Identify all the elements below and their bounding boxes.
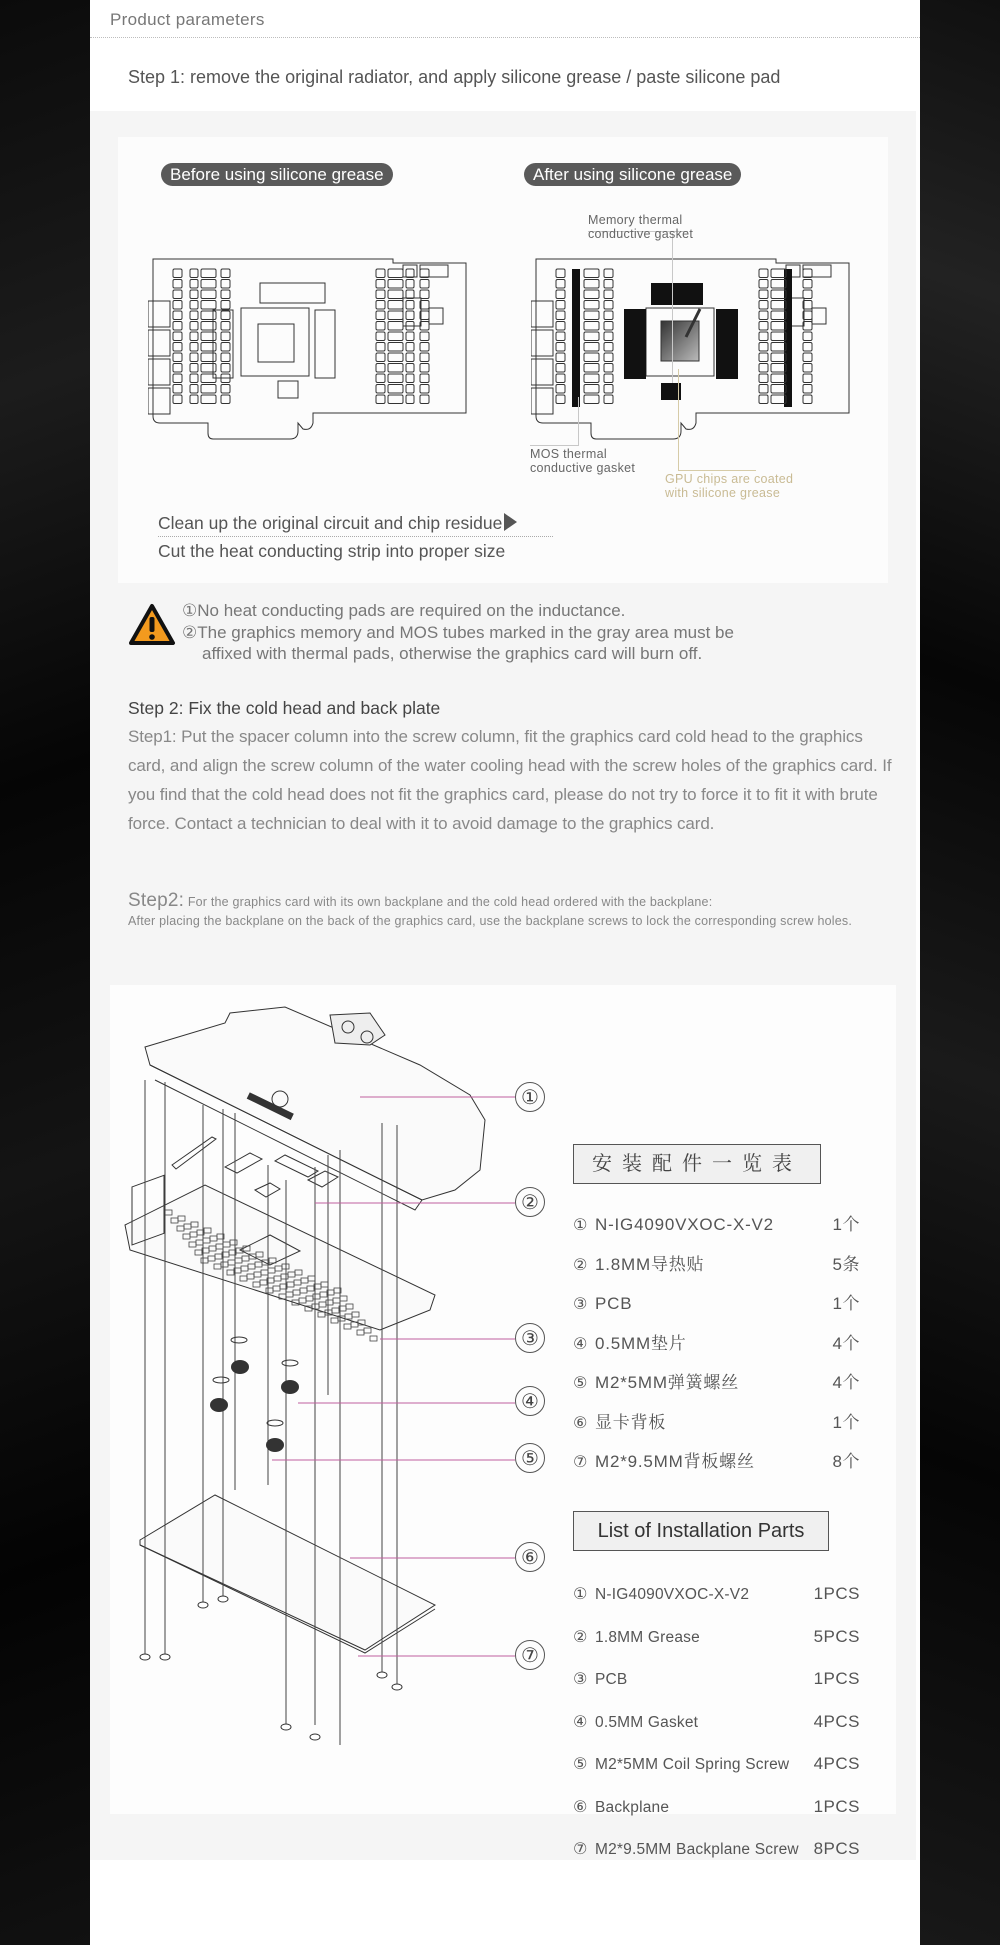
item-number: ⑦ [573,1452,588,1471]
board-component [221,301,230,310]
board-component [388,322,403,331]
board-component [376,374,385,383]
board-component [376,385,385,394]
callout-4: ④ [515,1386,545,1416]
warning-line-2: ②The graphics memory and MOS tubes marked in the gray area must be [182,622,734,642]
item-number: ⑤ [573,1754,588,1773]
board-component [604,290,613,299]
board-component [201,301,216,310]
silicone-comparison-panel [118,137,888,583]
board-component [803,374,812,383]
board-component [584,280,599,289]
board-component [190,311,198,320]
board-component [604,364,613,373]
after-label: After using silicone grease [524,163,741,186]
parts-list-row [573,1582,898,1606]
item-name: M2*5MM弹簧螺丝 [595,1373,740,1392]
pcb-component [344,1324,351,1329]
item-number: ⑥ [573,1412,588,1432]
board-component [221,332,230,341]
board-component [771,343,786,352]
warning-line-3: affixed with thermal pads, otherwise the graphics card will burn off. [202,644,703,663]
callout-7: ⑦ [515,1640,545,1670]
step2-title: Step 2: Fix the cold head and back plate [128,698,441,718]
board-component [201,395,216,404]
step2-sub-line2: After placing the backplane on the back of the graphics card, use the backplane screws to lock the corresponding screw holes. [128,914,853,928]
board-component [420,280,429,289]
item-number: ① [573,1584,588,1603]
board-component [604,322,613,331]
mos-label-underline [530,445,579,446]
board-component [221,364,230,373]
board-component [221,395,230,404]
board-component [190,353,198,362]
parts-list-row [573,1625,898,1649]
board-component [406,395,414,404]
parts-list-row [573,1837,898,1861]
board-component [173,290,182,299]
board-component [190,280,198,289]
board-component [406,311,414,320]
parts-list-row [573,1411,898,1435]
item-quantity: 1PCS [813,1669,860,1688]
item-quantity: 4个 [832,1333,860,1353]
parts-list-row [573,1795,898,1819]
board-component [173,322,182,331]
board-component [771,269,786,278]
board-component [420,353,429,362]
board-component [556,280,565,289]
item-quantity: 5条 [832,1254,860,1274]
board-component [420,343,429,352]
item-name: PCB [595,1671,628,1688]
board-component [221,290,230,299]
board-component [173,343,182,352]
board-component [173,269,182,278]
item-name: M2*9.5MM Backplane Screw [595,1841,799,1858]
gpu-leader-line [678,369,679,471]
warning-line-1: ①No heat conducting pads are required on the inductance. [182,601,626,620]
board-component [584,311,599,320]
item-name: PCB [595,1294,633,1313]
board-component [221,311,230,320]
board-component [173,374,182,383]
parts-list-row [573,1710,898,1734]
board-component [201,353,216,362]
instruction-divider [158,536,553,537]
board-component [771,332,786,341]
board-component [604,343,613,352]
board-component [584,395,599,404]
board-component [771,395,786,404]
item-number: ⑥ [573,1796,588,1816]
parts-list-row [573,1332,898,1356]
step2-sub-first-line [128,891,898,911]
board-component [604,374,613,383]
content-column [90,0,920,1945]
background-right [920,0,1000,1945]
board-component [803,332,812,341]
item-quantity: 1PCS [813,1796,860,1816]
board-component [759,364,768,373]
board-component [406,269,414,278]
mos-leader-line [578,397,579,445]
item-number: ⑦ [573,1839,588,1858]
item-number: ① [573,1215,588,1234]
board-component [771,385,786,394]
board-component [604,332,613,341]
board-component [759,322,768,331]
parts-list-row [573,1752,898,1776]
board-component [221,385,230,394]
board-component [190,374,198,383]
board-component [388,374,403,383]
board-component [190,269,198,278]
board-component [388,301,403,310]
board-component [406,301,414,310]
board-component [376,353,385,362]
board-component [190,301,198,310]
item-name: 1.8MM Grease [595,1628,700,1646]
board-component [584,364,599,373]
item-number: ③ [573,1669,588,1688]
step2-backplane-note [128,891,898,931]
board-component [388,343,403,352]
board-component [173,280,182,289]
board-component [420,374,429,383]
board-component [406,364,414,373]
board-component [406,343,414,352]
gpu-grease-line2: with silicone grease [665,486,781,500]
board-component [556,343,565,352]
step2-body: Step1: Put the spacer column into the screw column, fit the graphics card cold head to the graphics card, and align the screw column of the water cooling head with the screw holes of the graphics card. If you find that the cold head does not fit the graphics card, please do not try to force it to fit it with brute force. Contact a technician to deal with it to avoid damage to the graphics card. [128,727,892,833]
board-component [221,322,230,331]
board-component [759,301,768,310]
board-component [173,353,182,362]
board-component [190,343,198,352]
board-component [759,343,768,352]
gpu-label-underline [678,470,756,471]
board-component [604,395,613,404]
item-quantity: 4PCS [813,1711,860,1731]
pcb-before-diagram [148,253,468,443]
board-component [376,290,385,299]
board-component [771,290,786,299]
board-component [406,353,414,362]
parts-list-row [573,1371,898,1395]
board-component [201,280,216,289]
board-component [376,332,385,341]
callout-5: ⑤ [515,1443,545,1473]
memory-gasket-line1: Memory thermal [588,213,683,227]
item-number: ⑤ [573,1373,588,1392]
parts-list-row [573,1213,898,1237]
parts-list-row [573,1450,898,1474]
board-component [584,322,599,331]
board-component [376,364,385,373]
board-component [604,353,613,362]
board-component [759,374,768,383]
background-left [0,0,90,1945]
board-component [771,353,786,362]
board-component [376,343,385,352]
board-component [759,332,768,341]
board-component [771,280,786,289]
arrow-right-icon [504,513,517,531]
memory-gasket-label [588,213,693,241]
step1-title: Step 1: remove the original radiator, and apply silicone grease / paste silicone pad [128,67,781,87]
clean-instruction [158,512,517,534]
board-component [420,385,429,394]
board-component [388,290,403,299]
board-component [190,332,198,341]
pcb-component [364,1328,371,1333]
board-component [388,395,403,404]
item-quantity: 8个 [832,1452,860,1471]
board-component [201,364,216,373]
board-component [388,353,403,362]
item-name: M2*9.5MM背板螺丝 [595,1452,755,1471]
board-component [406,332,414,341]
board-component [556,395,565,404]
board-component [556,301,565,310]
callout-6: ⑥ [515,1542,545,1572]
board-component [803,280,812,289]
section-title: Product parameters [110,10,265,29]
board-component [376,311,385,320]
board-component [803,343,812,352]
board-component [556,311,565,320]
board-component [173,385,182,394]
board-component [190,395,198,404]
board-component [173,301,182,310]
item-name: N-IG4090VXOC-X-V2 [595,1586,750,1603]
clean-instruction-text: Clean up the original circuit and chip residue [158,513,503,533]
board-component [406,280,414,289]
board-component [388,364,403,373]
item-name: N-IG4090VXOC-X-V2 [595,1215,774,1234]
board-component [604,301,613,310]
board-component [420,269,429,278]
board-component [388,269,403,278]
board-component [221,269,230,278]
board-component [201,311,216,320]
board-component [201,385,216,394]
item-quantity: 8PCS [813,1839,860,1858]
board-component [556,322,565,331]
board-component [556,374,565,383]
item-quantity: 5PCS [813,1626,860,1646]
board-component [556,269,565,278]
item-name: 1.8MM导热贴 [595,1254,705,1274]
board-component [221,343,230,352]
board-component [584,353,599,362]
board-component [173,332,182,341]
item-name: 0.5MM Gasket [595,1713,699,1731]
step2-sub-label: Step2: [128,890,185,911]
item-number: ② [573,1254,588,1274]
board-component [584,374,599,383]
board-component [190,322,198,331]
item-number: ③ [573,1294,588,1313]
board-component [803,395,812,404]
board-component [420,395,429,404]
board-component [604,269,613,278]
board-component [803,364,812,373]
memory-gasket-line2: conductive gasket [588,227,694,241]
board-component [803,385,812,394]
board-component [584,301,599,310]
board-component [759,385,768,394]
board-component [556,332,565,341]
board-component [584,343,599,352]
item-name: M2*5MM Coil Spring Screw [595,1756,790,1773]
warning-text [182,600,734,665]
board-component [604,280,613,289]
mos-gasket-line1: MOS thermal [530,447,607,461]
callout-3: ③ [515,1323,545,1353]
board-component [604,385,613,394]
board-component [376,280,385,289]
item-number: ④ [573,1711,588,1731]
board-component [803,353,812,362]
item-quantity: 1个 [832,1412,860,1432]
board-component [771,311,786,320]
board-component [376,269,385,278]
pcb-component [370,1336,377,1341]
parts-list-row [573,1253,898,1277]
board-component [406,374,414,383]
board-component [173,395,182,404]
mos-gasket-label [530,447,635,475]
parts-list-row [573,1292,898,1316]
board-component [221,280,230,289]
mos-gasket-line2: conductive gasket [530,461,636,475]
board-component [556,290,565,299]
item-quantity: 4个 [832,1373,860,1392]
board-component [584,385,599,394]
parts-list-title-en: List of Installation Parts [573,1511,829,1551]
board-component [420,290,429,299]
board-component [221,353,230,362]
board-component [759,269,768,278]
board-component [759,280,768,289]
board-component [388,332,403,341]
board-component [376,322,385,331]
memory-leader-line [672,233,673,383]
item-number: ② [573,1626,588,1646]
gpu-grease-label [665,472,793,500]
board-component [584,269,599,278]
board-component [420,364,429,373]
board-component [420,332,429,341]
instructions-panel [90,111,916,1860]
board-component [376,395,385,404]
board-component [604,311,613,320]
board-component [771,364,786,373]
parts-list-title-cn: 安装配件一览表 [573,1144,821,1184]
board-component [388,311,403,320]
board-component [556,364,565,373]
board-component [759,290,768,299]
board-component [406,385,414,394]
warning-icon [128,603,176,647]
board-component [190,290,198,299]
board-component [584,290,599,299]
board-component [759,311,768,320]
board-component [771,374,786,383]
callout-1: ① [515,1082,545,1112]
board-component [201,332,216,341]
board-component [406,290,414,299]
board-component [190,364,198,373]
pcb-component [331,1318,338,1323]
pcb-component [318,1312,325,1317]
board-component [190,385,198,394]
item-quantity: 1个 [832,1215,860,1234]
board-component [201,269,216,278]
board-component [201,322,216,331]
item-quantity: 1个 [832,1294,860,1313]
gpu-grease-line1: GPU chips are coated [665,472,794,486]
section-divider [90,37,920,38]
parts-list-row [573,1667,898,1691]
board-component [759,395,768,404]
board-component [201,290,216,299]
board-component [173,311,182,320]
board-component [556,385,565,394]
board-component [388,280,403,289]
item-number: ④ [573,1333,588,1353]
item-name: 显卡背板 [595,1412,667,1432]
parts-panel [110,985,896,1858]
board-component [803,269,812,278]
item-name: Backplane [595,1798,670,1816]
board-component [376,301,385,310]
pcb-component [357,1330,364,1335]
board-component [556,353,565,362]
callout-2: ② [515,1187,545,1217]
step2-sub-line1: For the graphics card with its own backplane and the cold head ordered with the backplane: [184,895,713,909]
cut-instruction: Cut the heat conducting strip into proper size [158,541,506,561]
item-quantity: 4PCS [813,1754,860,1773]
board-component [771,301,786,310]
board-component [759,353,768,362]
before-label: Before using silicone grease [161,163,393,186]
board-component [388,385,403,394]
board-component [803,290,812,299]
board-component [173,364,182,373]
board-component [201,343,216,352]
pcb-after-diagram [531,253,851,443]
item-quantity: 1PCS [813,1584,860,1603]
board-component [771,322,786,331]
item-name: 0.5MM垫片 [595,1333,687,1353]
board-component [584,332,599,341]
